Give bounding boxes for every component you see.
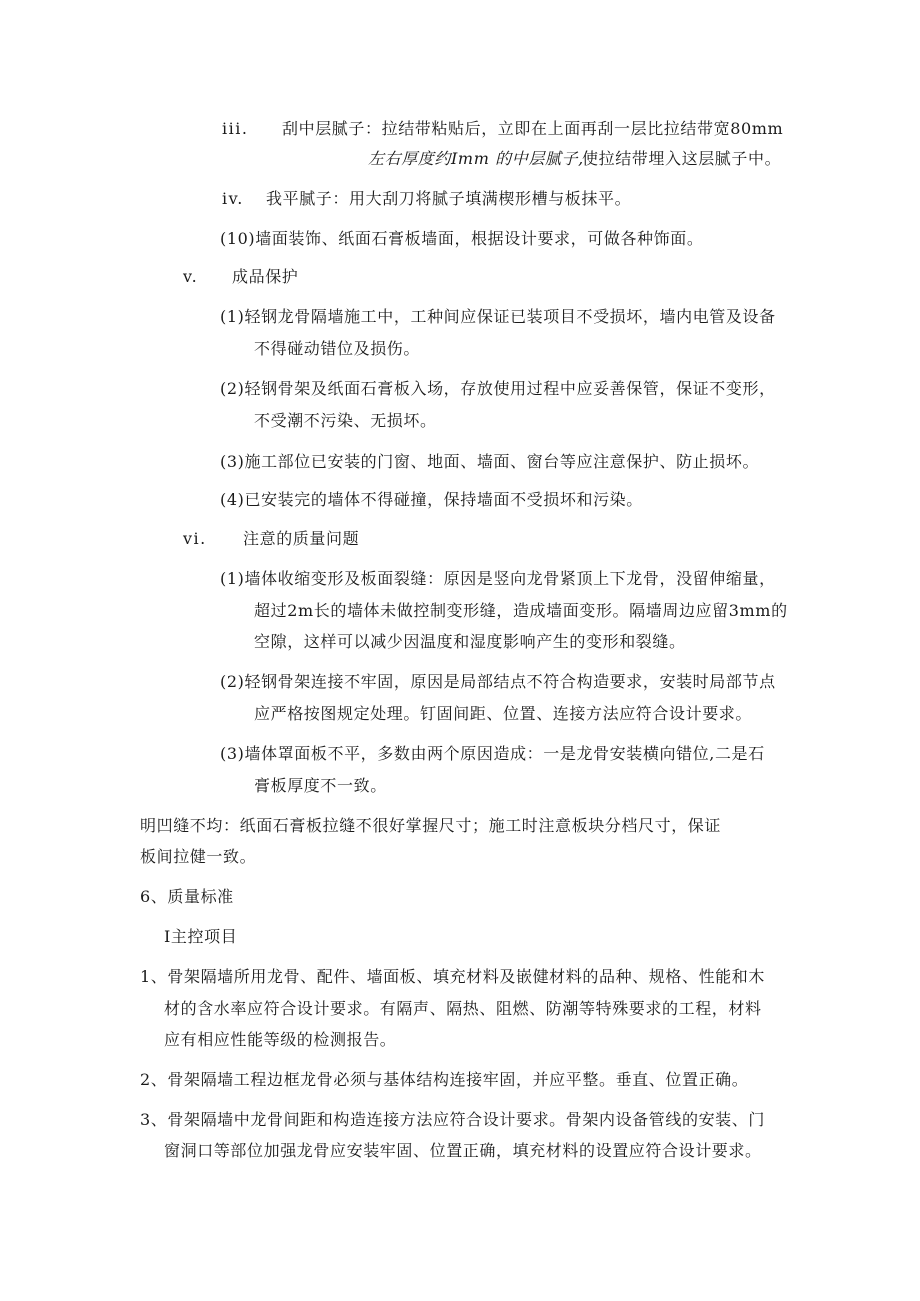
- step-iv-line1: 我平腻子：用大刮刀将腻子填满楔形槽与板抹平。: [266, 189, 632, 208]
- step-iv-marker: iv.: [222, 189, 244, 208]
- seam-note-line2: 板间拉健一致。: [140, 847, 257, 866]
- section-v-item1-line1: (1)轻钢龙骨隔墙施工中，工种间应保证已装项目不受损坏，墙内电管及设备: [220, 307, 776, 326]
- section-6-item3-line1: 3、骨架隔墙中龙骨间距和构造连接方法应符合设计要求。骨架内设备管线的安装、门: [140, 1110, 765, 1129]
- section-v-item4-line1: (4)已安装完的墙体不得碰撞，保持墙面不受损坏和污染。: [220, 490, 643, 509]
- section-6-item2-line1: 2、骨架隔墙工程边框龙骨必须与基体结构连接牢固，并应平整。垂直、位置正确。: [140, 1070, 749, 1089]
- section-vi-marker: vi.: [183, 529, 207, 548]
- step-iii-line2: 使拉结带埋入这层腻子中。: [582, 149, 782, 168]
- step-iii-line2-italic: 左右厚度约Imm 的中层腻子,: [368, 149, 584, 168]
- section-6-item1-line3: 应有相应性能等级的检测报告。: [164, 1030, 397, 1049]
- section-vi-item3-line1: (3)墙体罩面板不平，多数由两个原因造成：一是龙骨安装横向错位,二是石: [220, 744, 765, 763]
- section-vi-item1-line1: (1)墙体收缩变形及板面裂缝：原因是竖向龙骨紧顶上下龙骨，没留伸缩量，: [220, 569, 776, 588]
- section-6-subtitle: I主控项目: [164, 927, 238, 946]
- section-vi-item2-line2: 应严格按图规定处理。钉固间距、位置、连接方法应符合设计要求。: [254, 704, 753, 723]
- step-iii-line1: 刮中层腻子：拉结带粘贴后，立即在上面再刮一层比拉结带宽80mm: [282, 119, 784, 138]
- section-6-item3-line2: 窗洞口等部位加强龙骨应安装牢固、位置正确，填充材料的设置应符合设计要求。: [164, 1141, 762, 1160]
- section-vi-title: 注意的质量问题: [243, 529, 360, 548]
- section-6-title: 6、质量标准: [140, 887, 234, 906]
- item-10-line1: (10)墙面装饰、纸面石膏板墙面，根据设计要求，可做各种饰面。: [220, 229, 704, 248]
- step-iii-marker: iii.: [222, 119, 249, 138]
- section-v-marker: v.: [183, 267, 199, 286]
- section-vi-item1-line2: 超过2m长的墙体未做控制变形缝，造成墙面变形。隔墙周边应留3mm的: [254, 601, 788, 620]
- section-6-item1-line1: 1、骨架隔墙所用龙骨、配件、墙面板、填充材料及嵌健材料的品种、规格、性能和木: [140, 967, 765, 986]
- section-v-item1-line2: 不得碰动错位及损伤。: [254, 339, 421, 358]
- section-6-item1-line2: 材的含水率应符合设计要求。有隔声、隔热、阻燃、防潮等特殊要求的工程，材料: [164, 999, 762, 1018]
- section-v-title: 成品保护: [232, 267, 299, 286]
- section-v-item2-line2: 不受潮不污染、无损坏。: [254, 411, 437, 430]
- section-vi-item3-line2: 膏板厚度不一致。: [254, 776, 387, 795]
- section-vi-item2-line1: (2)轻钢骨架连接不牢固，原因是局部结点不符合构造要求，安装时局部节点: [220, 672, 776, 691]
- seam-note-line1: 明凹缝不均：纸面石膏板拉缝不很好掌握尺寸；施工时注意板块分档尺寸，保证: [140, 816, 722, 835]
- section-v-item2-line1: (2)轻钢骨架及纸面石膏板入场，存放使用过程中应妥善保管，保证不变形，: [220, 379, 776, 398]
- section-v-item3-line1: (3)施工部位已安装的门窗、地面、墙面、窗台等应注意保护、防止损坏。: [220, 452, 760, 471]
- section-vi-item1-line3: 空隙，这样可以减少因温度和湿度影响产生的变形和裂缝。: [254, 632, 686, 651]
